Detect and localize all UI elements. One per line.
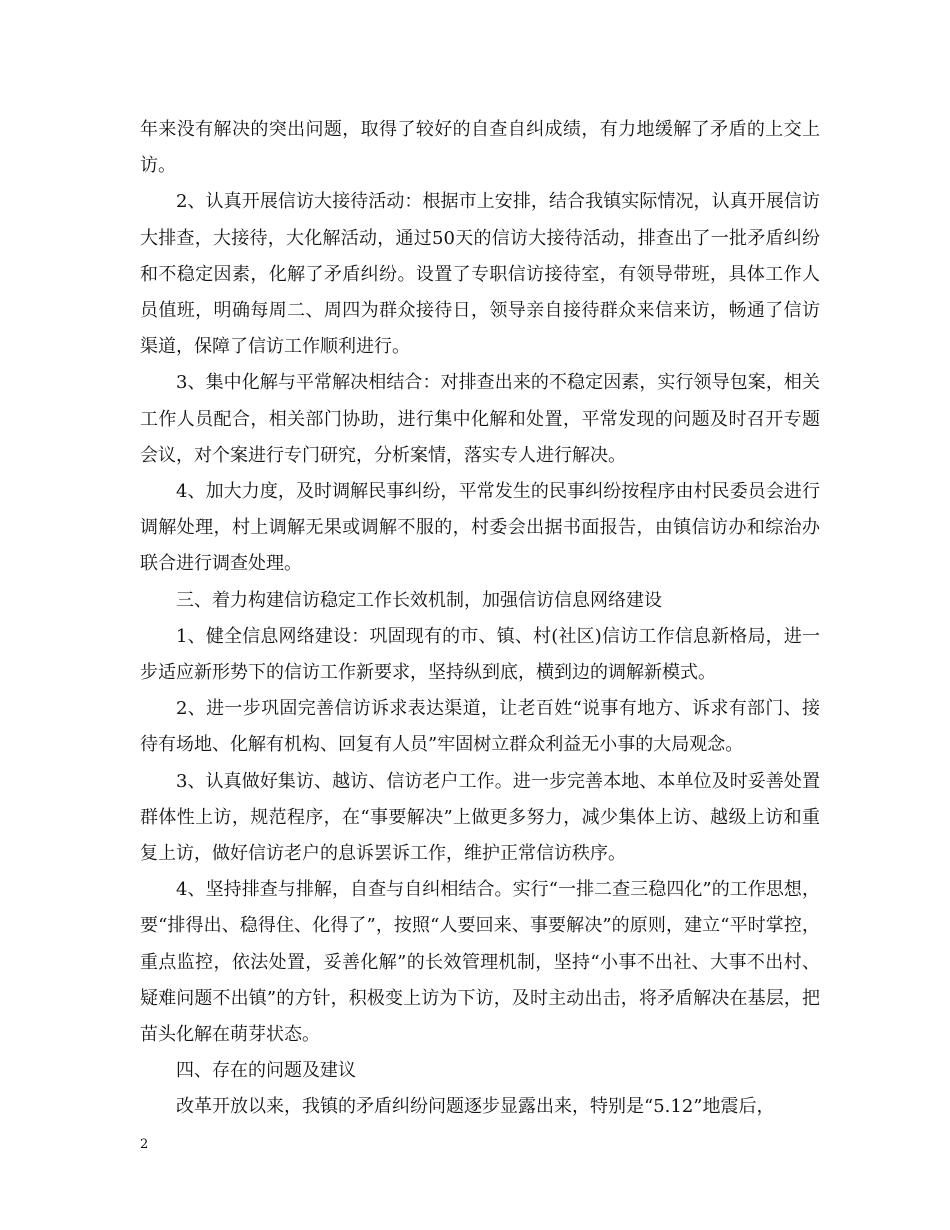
- paragraph-3: 3、集中化解与平常解决相结合：对排查出来的不稳定因素，实行领导包案，相关工作人员配合，相关部门协助，进行集中化解和处置，平常发现的问题及时召开专题会议，对个案进行专门研究，分析案情，落实专人进行解决。: [140, 372, 820, 466]
- paragraph-8: 4、坚持排查与排解，自查与自纠相结合。实行“一排二查三稳四化”的工作思想，要“排得出、稳得住、化得了”，按照“人要回来、事要解决”的原则，建立“平时掌控，重点监控，依法处置，妥善化解”的长效管理机制，坚持“小事不出社、大事不出村、疑难问题不出镇”的方针，积极变上访为下访，及时主动出击，将矛盾解决在基层，把苗头化解在萌芽状态。: [140, 879, 820, 1046]
- paragraph-1: 年来没有解决的突出问题，取得了较好的自查自纠成绩，有力地缓解了矛盾的上交上访。: [140, 119, 820, 177]
- section-heading-4: 四、存在的问题及建议: [176, 1060, 356, 1082]
- paragraph-6: 2、进一步巩固完善信访诉求表达渠道，让老百姓“说事有地方、诉求有部门、接待有场地、化解有机构、回复有人员”牢固树立群众利益无小事的大局观念。: [140, 698, 820, 756]
- paragraph-9: 改革开放以来，我镇的矛盾纠纷问题逐步显露出来，特别是“5.12”地震后，: [176, 1096, 775, 1118]
- paragraph-4: 4、加大力度，及时调解民事纠纷，平常发生的民事纠纷按程序由村民委员会进行调解处理，村上调解无果或调解不服的，村委会出据书面报告，由镇信访办和综治办联合进行调查处理。: [140, 481, 820, 575]
- page-number: 2: [140, 1137, 149, 1152]
- paragraph-5: 1、健全信息网络建设：巩固现有的市、镇、村(社区)信访工作信息新格局，进一步适应新形势下的信访工作新要求，坚持纵到底，横到边的调解新模式。: [140, 625, 820, 684]
- paragraph-2: 2、认真开展信访大接待活动：根据市上安排，结合我镇实际情况，认真开展信访大排查，大接待，大化解活动，通过50天的信访大接待活动，排查出了一批矛盾纠纷和不稳定因素，化解了矛盾纠纷。设置了专职信访接待室，有领导带班，具体工作人员值班，明确每周二、周四为群众接待日，领导亲自接待群众来信来访，畅通了信访渠道，保障了信访工作顺利进行。: [140, 191, 820, 358]
- document-body: [140, 112, 820, 1126]
- section-heading-3: 三、着力构建信访稳定工作长效机制，加强信访信息网络建设: [176, 589, 662, 611]
- paragraph-7: 3、认真做好集访、越访、信访老户工作。进一步完善本地、本单位及时妥善处置群体性上访，规范程序，在“事要解决”上做更多努力，减少集体上访、越级上访和重复上访，做好信访老户的息诉罢诉工作，维护正常信访秩序。: [140, 770, 820, 865]
